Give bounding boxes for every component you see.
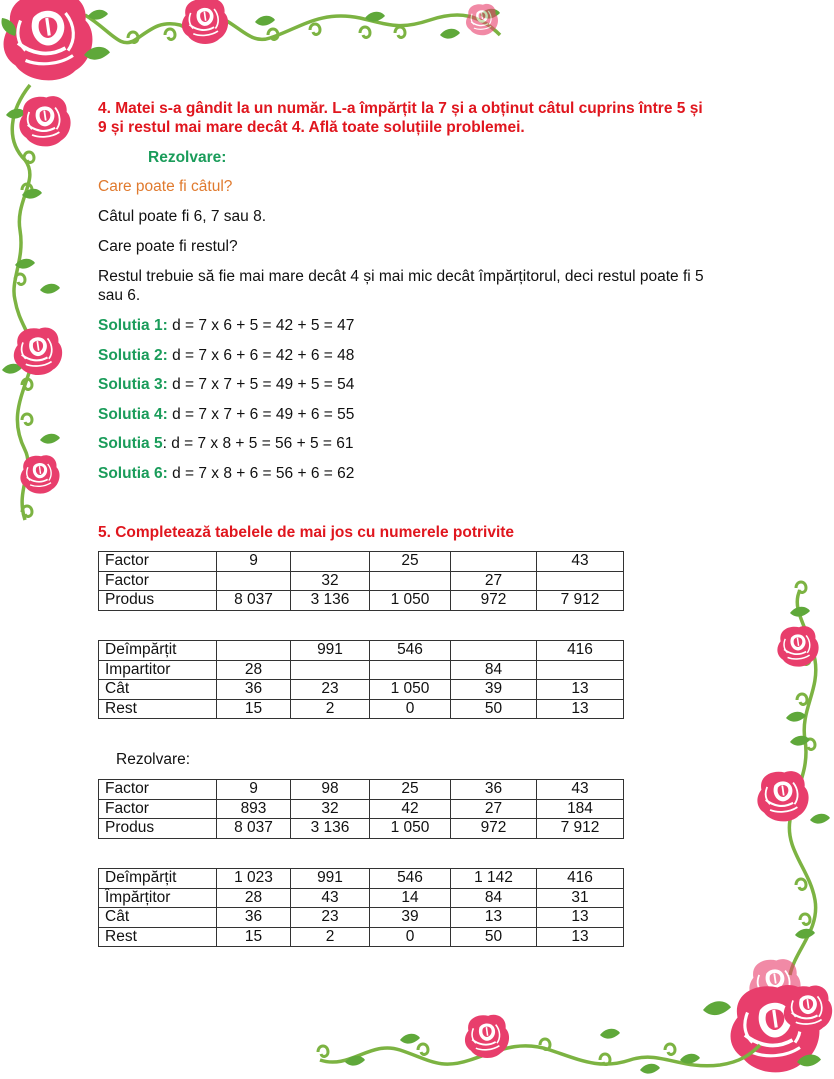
solution-label: Solutia 2: xyxy=(98,347,168,364)
table-cell: 991 xyxy=(291,641,370,661)
table-cell: 14 xyxy=(370,888,451,908)
table-cell xyxy=(451,641,537,661)
table-cell: 1 023 xyxy=(217,869,291,889)
problem5-title: 5. Completează tabelele de mai jos cu numerele potrivite xyxy=(98,524,515,541)
solution-label: Solutia 1: xyxy=(98,317,168,334)
table-cell: 13 xyxy=(537,908,624,928)
table-cell xyxy=(291,660,370,680)
table-cell: 3 136 xyxy=(291,819,370,839)
row-label: Factor xyxy=(99,780,217,800)
table-cell xyxy=(537,571,624,591)
problem4-title-line1: 4. Matei s-a gândit la un număr. L-a împărțit la 7 și a obținut câtul cuprins între 5 și xyxy=(98,100,703,117)
rose-left-1 xyxy=(19,96,70,146)
table-cell: 25 xyxy=(370,552,451,572)
row-label: Factor xyxy=(99,552,217,572)
table-row xyxy=(99,591,624,611)
table-cell: 43 xyxy=(537,552,624,572)
table-cell: 42 xyxy=(370,799,451,819)
rose-top-mid xyxy=(182,0,228,44)
answer-remainder-line2: sau 6. xyxy=(98,287,141,304)
solution-6 xyxy=(98,464,354,483)
solution-4 xyxy=(98,405,354,424)
table-cell: 43 xyxy=(291,888,370,908)
solution-5 xyxy=(98,434,354,453)
table-cell: 32 xyxy=(291,571,370,591)
table-cell: 13 xyxy=(537,927,624,947)
table-cell xyxy=(291,552,370,572)
solution-expression: d = 7 x 8 + 6 = 56 + 6 = 62 xyxy=(167,465,355,482)
table-cell: 13 xyxy=(537,680,624,700)
solution-expression: d = 7 x 6 + 6 = 42 + 6 = 48 xyxy=(167,347,355,364)
right-vine xyxy=(786,582,830,975)
table-cell xyxy=(370,571,451,591)
solution-expression: d = 7 x 6 + 5 = 42 + 5 = 47 xyxy=(167,317,355,334)
row-label: Impartitor xyxy=(99,660,217,680)
left-vine xyxy=(2,85,60,520)
table-cell: 9 xyxy=(217,552,291,572)
table-row xyxy=(99,799,624,819)
table-cell: 25 xyxy=(370,780,451,800)
table-cell: 50 xyxy=(451,927,537,947)
top-vine xyxy=(85,9,500,43)
table-row xyxy=(99,927,624,947)
table-cell: 991 xyxy=(291,869,370,889)
question-remainder: Care poate fi restul? xyxy=(98,238,238,255)
rose-right-1 xyxy=(777,626,818,667)
table-cell xyxy=(537,660,624,680)
problem5-rezolvare-label: Rezolvare: xyxy=(116,751,191,768)
solution-3 xyxy=(98,375,354,394)
row-label: Factor xyxy=(99,571,217,591)
table-row xyxy=(99,641,624,661)
table-cell: 8 037 xyxy=(217,819,291,839)
table-cell: 27 xyxy=(451,799,537,819)
row-label: Împărțitor xyxy=(99,888,217,908)
table-cell: 0 xyxy=(370,699,451,719)
table-cell: 9 xyxy=(217,780,291,800)
table-cell: 972 xyxy=(451,819,537,839)
row-label: Deîmpărțit xyxy=(99,869,217,889)
table-cell: 546 xyxy=(370,641,451,661)
solution-label: Solutia 6: xyxy=(98,465,168,482)
table-cell xyxy=(217,571,291,591)
table-cell: 972 xyxy=(451,591,537,611)
row-label: Rest xyxy=(99,699,217,719)
row-label: Produs xyxy=(99,591,217,611)
table-cell: 184 xyxy=(537,799,624,819)
table-cell: 36 xyxy=(451,780,537,800)
table-cell: 1 050 xyxy=(370,819,451,839)
table-cell: 0 xyxy=(370,927,451,947)
table-row xyxy=(99,660,624,680)
table-row xyxy=(99,680,624,700)
table-cell xyxy=(217,641,291,661)
table-cell: 546 xyxy=(370,869,451,889)
table-cell xyxy=(451,552,537,572)
table-cell: 13 xyxy=(451,908,537,928)
table-cell: 8 037 xyxy=(217,591,291,611)
table-cell: 84 xyxy=(451,660,537,680)
rose-left-3 xyxy=(20,455,59,493)
table-cell: 31 xyxy=(537,888,624,908)
answer-quotient: Câtul poate fi 6, 7 sau 8. xyxy=(98,208,267,225)
rose-bottom-right-large xyxy=(731,985,820,1072)
rose-top-left xyxy=(4,0,93,80)
rose-bottom-right-small xyxy=(784,986,832,1033)
table-cell: 1 050 xyxy=(370,591,451,611)
table-cell: 32 xyxy=(291,799,370,819)
solution-2 xyxy=(98,346,354,365)
table-division-exercise xyxy=(98,640,624,719)
solution-expression: : d = 7 x 8 + 5 = 56 + 5 = 61 xyxy=(162,435,354,452)
solution-1 xyxy=(98,316,354,335)
solution-expression: d = 7 x 7 + 5 = 49 + 5 = 54 xyxy=(167,376,355,393)
table-row xyxy=(99,869,624,889)
problem4-title-line2: 9 și restul mai mare decât 4. Află toate soluțiile problemei. xyxy=(98,119,525,136)
rose-right-2 xyxy=(757,771,808,821)
rose-bottom-mid xyxy=(465,1015,509,1058)
bottom-vine xyxy=(318,1029,760,1074)
row-label: Cât xyxy=(99,908,217,928)
row-label: Produs xyxy=(99,819,217,839)
table-cell: 23 xyxy=(291,908,370,928)
table-cell: 50 xyxy=(451,699,537,719)
table-cell: 39 xyxy=(370,908,451,928)
rose-left-2 xyxy=(14,328,62,375)
question-quotient: Care poate fi câtul? xyxy=(98,178,233,195)
table-factors-exercise xyxy=(98,551,624,611)
table-row xyxy=(99,888,624,908)
rose-top-right xyxy=(466,4,498,35)
table-cell: 893 xyxy=(217,799,291,819)
table-division-solution xyxy=(98,868,624,947)
answer-remainder-line1: Restul trebuie să fie mai mare decât 4 și mai mic decât împărțitorul, deci restul poate fi 5 xyxy=(98,268,704,285)
table-cell: 23 xyxy=(291,680,370,700)
solution-label: Solutia 5 xyxy=(98,435,163,452)
solution-expression: d = 7 x 7 + 6 = 49 + 6 = 55 xyxy=(167,406,355,423)
table-cell: 13 xyxy=(537,699,624,719)
row-label: Rest xyxy=(99,927,217,947)
problem4-rezolvare-label: Rezolvare: xyxy=(148,149,227,166)
table-cell: 98 xyxy=(291,780,370,800)
table-factors-solution xyxy=(98,779,624,839)
table-row xyxy=(99,908,624,928)
row-label: Deîmpărțit xyxy=(99,641,217,661)
table-cell: 27 xyxy=(451,571,537,591)
table-cell: 1 050 xyxy=(370,680,451,700)
rose-right-light xyxy=(749,959,800,1009)
table-cell: 416 xyxy=(537,869,624,889)
solution-label: Solutia 3: xyxy=(98,376,168,393)
table-cell: 3 136 xyxy=(291,591,370,611)
table-cell: 7 912 xyxy=(537,591,624,611)
row-label: Cât xyxy=(99,680,217,700)
row-label: Factor xyxy=(99,799,217,819)
table-cell: 28 xyxy=(217,888,291,908)
table-cell: 1 142 xyxy=(451,869,537,889)
table-cell: 416 xyxy=(537,641,624,661)
solution-label: Solutia 4: xyxy=(98,406,168,423)
table-cell: 36 xyxy=(217,680,291,700)
table-row xyxy=(99,571,624,591)
table-cell: 15 xyxy=(217,927,291,947)
table-cell: 2 xyxy=(291,699,370,719)
table-cell: 15 xyxy=(217,699,291,719)
table-cell: 2 xyxy=(291,927,370,947)
table-row xyxy=(99,819,624,839)
table-cell xyxy=(370,660,451,680)
table-cell: 36 xyxy=(217,908,291,928)
table-cell: 39 xyxy=(451,680,537,700)
table-row xyxy=(99,699,624,719)
table-cell: 84 xyxy=(451,888,537,908)
table-cell: 43 xyxy=(537,780,624,800)
table-cell: 7 912 xyxy=(537,819,624,839)
table-row xyxy=(99,552,624,572)
table-row xyxy=(99,780,624,800)
table-cell: 28 xyxy=(217,660,291,680)
